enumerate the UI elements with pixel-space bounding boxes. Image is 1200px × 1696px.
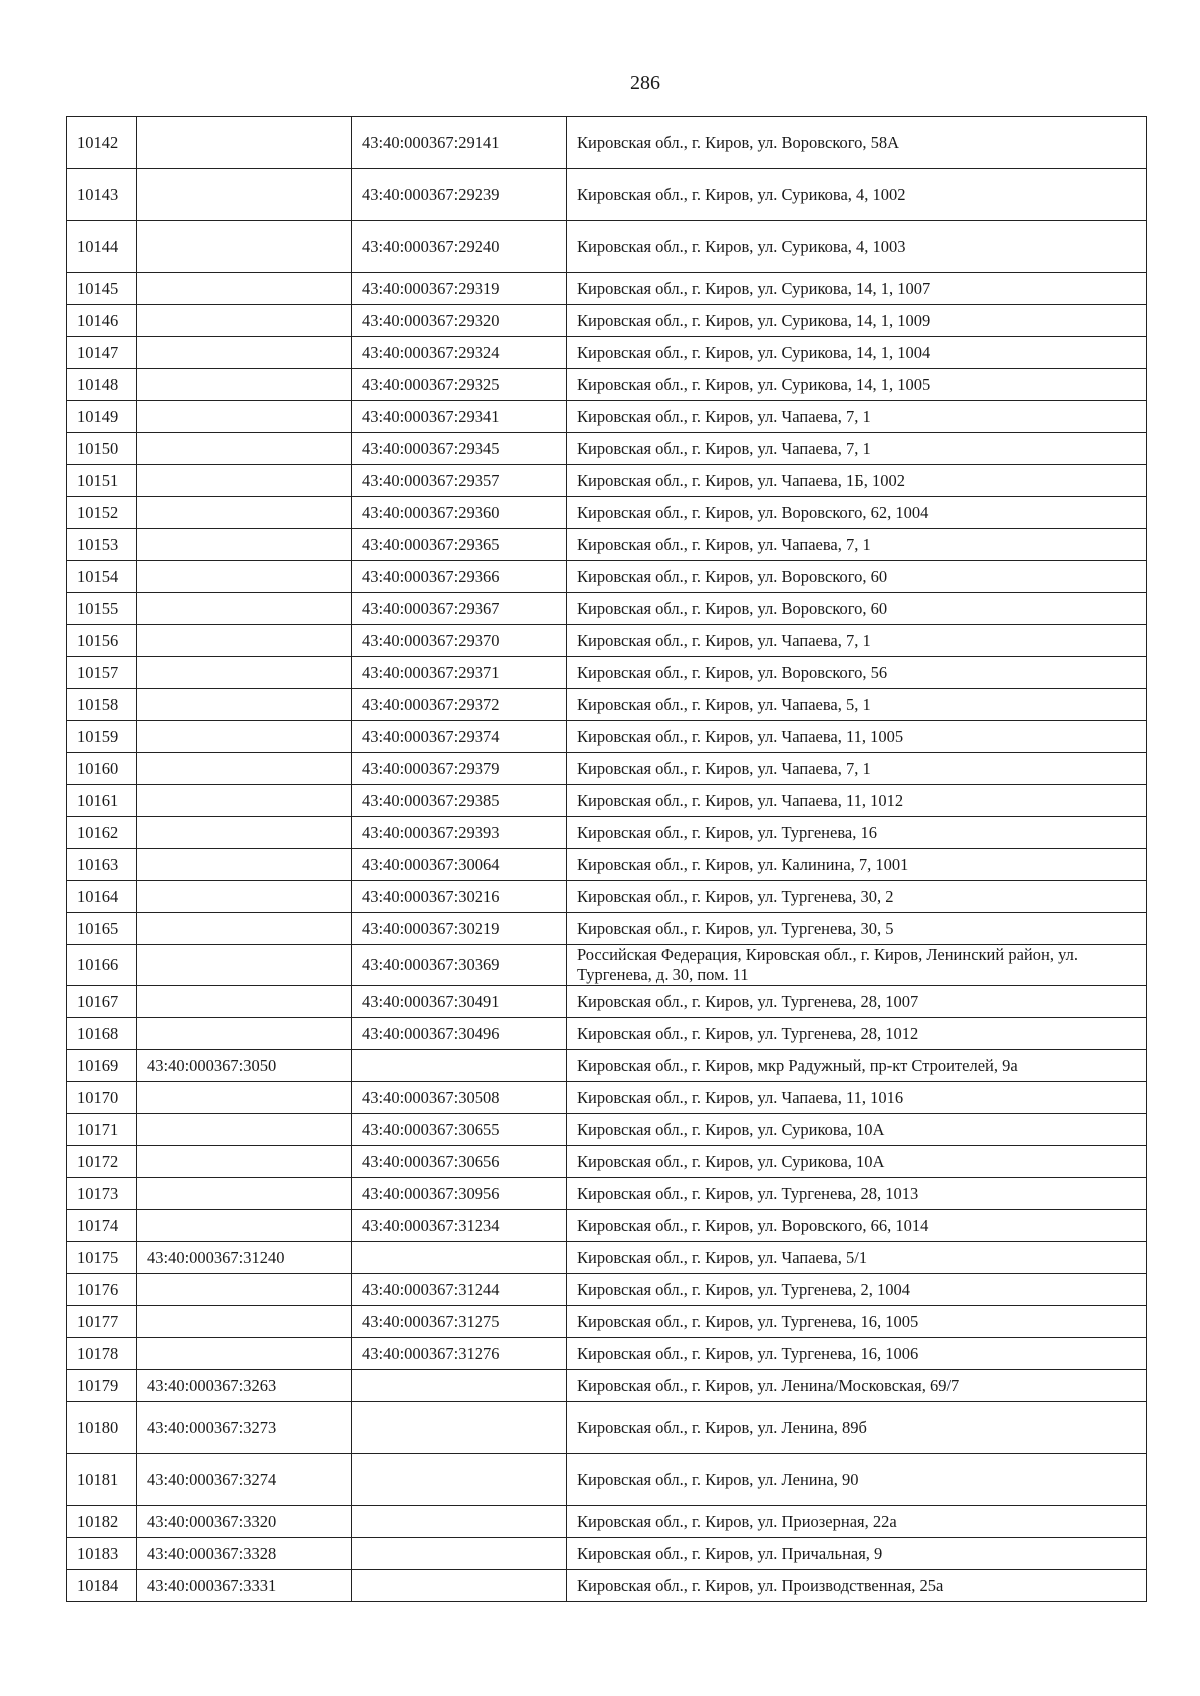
object-number-cell: 43:40:000367:29357 [352,465,567,497]
table-row [67,169,1147,221]
row-number-cell: 10170 [67,1082,137,1114]
parcel-number-cell [137,1082,352,1114]
row-number-cell: 10173 [67,1178,137,1210]
table-row [67,401,1147,433]
parcel-number-cell [137,465,352,497]
row-number-cell: 10172 [67,1146,137,1178]
table-row [67,1082,1147,1114]
row-number-cell: 10174 [67,1210,137,1242]
table-row [67,337,1147,369]
table-row [67,721,1147,753]
row-number-cell: 10157 [67,657,137,689]
parcel-number-cell [137,529,352,561]
table-row [67,1146,1147,1178]
object-number-cell: 43:40:000367:29371 [352,657,567,689]
parcel-number-cell [137,625,352,657]
object-number-cell [352,1506,567,1538]
address-cell: Кировская обл., г. Киров, ул. Чапаева, 7, 1 [567,753,1147,785]
address-cell: Кировская обл., г. Киров, ул. Ленина/Московская, 69/7 [567,1370,1147,1402]
parcel-number-cell [137,721,352,753]
object-number-cell: 43:40:000367:29366 [352,561,567,593]
row-number-cell: 10144 [67,221,137,273]
object-number-cell: 43:40:000367:29379 [352,753,567,785]
table-row [67,465,1147,497]
object-number-cell: 43:40:000367:29385 [352,785,567,817]
object-number-cell: 43:40:000367:31275 [352,1306,567,1338]
row-number-cell: 10177 [67,1306,137,1338]
table-row [67,1454,1147,1506]
object-number-cell: 43:40:000367:29239 [352,169,567,221]
table-row [67,433,1147,465]
table-row [67,1538,1147,1570]
row-number-cell: 10145 [67,273,137,305]
registry-table [66,116,1147,1602]
address-cell: Кировская обл., г. Киров, ул. Тургенева, 30, 2 [567,881,1147,913]
table-row [67,117,1147,169]
object-number-cell: 43:40:000367:29240 [352,221,567,273]
row-number-cell: 10143 [67,169,137,221]
object-number-cell [352,1242,567,1274]
object-number-cell [352,1454,567,1506]
address-cell: Кировская обл., г. Киров, ул. Тургенева, 16, 1006 [567,1338,1147,1370]
table-row [67,221,1147,273]
row-number-cell: 10149 [67,401,137,433]
parcel-number-cell: 43:40:000367:3331 [137,1570,352,1602]
parcel-number-cell [137,273,352,305]
object-number-cell: 43:40:000367:29365 [352,529,567,561]
object-number-cell: 43:40:000367:29374 [352,721,567,753]
parcel-number-cell [137,593,352,625]
row-number-cell: 10176 [67,1274,137,1306]
address-cell: Кировская обл., г. Киров, ул. Чапаева, 5, 1 [567,689,1147,721]
object-number-cell [352,1050,567,1082]
parcel-number-cell [137,986,352,1018]
address-cell: Кировская обл., г. Киров, ул. Тургенева, 28, 1007 [567,986,1147,1018]
table-row [67,913,1147,945]
address-cell: Кировская обл., г. Киров, ул. Сурикова, 14, 1, 1004 [567,337,1147,369]
parcel-number-cell [137,1114,352,1146]
object-number-cell: 43:40:000367:29325 [352,369,567,401]
address-cell: Кировская обл., г. Киров, мкр Радужный, пр-кт Строителей, 9а [567,1050,1147,1082]
address-cell: Кировская обл., г. Киров, ул. Ленина, 89б [567,1402,1147,1454]
parcel-number-cell [137,1018,352,1050]
parcel-number-cell [137,1306,352,1338]
row-number-cell: 10183 [67,1538,137,1570]
object-number-cell: 43:40:000367:30491 [352,986,567,1018]
row-number-cell: 10184 [67,1570,137,1602]
parcel-number-cell [137,401,352,433]
row-number-cell: 10179 [67,1370,137,1402]
address-cell: Кировская обл., г. Киров, ул. Чапаева, 11, 1005 [567,721,1147,753]
parcel-number-cell [137,753,352,785]
table-row [67,657,1147,689]
object-number-cell: 43:40:000367:30655 [352,1114,567,1146]
object-number-cell: 43:40:000367:29324 [352,337,567,369]
row-number-cell: 10171 [67,1114,137,1146]
table-row [67,593,1147,625]
parcel-number-cell [137,305,352,337]
row-number-cell: 10165 [67,913,137,945]
address-cell: Кировская обл., г. Киров, ул. Сурикова, 14, 1, 1007 [567,273,1147,305]
table-row [67,1570,1147,1602]
row-number-cell: 10175 [67,1242,137,1274]
object-number-cell: 43:40:000367:29360 [352,497,567,529]
row-number-cell: 10151 [67,465,137,497]
parcel-number-cell [137,881,352,913]
address-cell: Кировская обл., г. Киров, ул. Тургенева, 30, 5 [567,913,1147,945]
row-number-cell: 10168 [67,1018,137,1050]
parcel-number-cell [137,497,352,529]
table-row [67,1242,1147,1274]
parcel-number-cell [137,221,352,273]
table-row [67,305,1147,337]
parcel-number-cell [137,945,352,986]
address-cell: Кировская обл., г. Киров, ул. Сурикова, 10А [567,1114,1147,1146]
object-number-cell: 43:40:000367:30956 [352,1178,567,1210]
table-row [67,1274,1147,1306]
parcel-number-cell: 43:40:000367:3274 [137,1454,352,1506]
object-number-cell: 43:40:000367:31244 [352,1274,567,1306]
parcel-number-cell [137,169,352,221]
parcel-number-cell [137,337,352,369]
table-row [67,625,1147,657]
table-row [67,849,1147,881]
table-row [67,561,1147,593]
object-number-cell [352,1402,567,1454]
parcel-number-cell [137,1210,352,1242]
table-row [67,689,1147,721]
address-cell: Кировская обл., г. Киров, ул. Тургенева, 28, 1012 [567,1018,1147,1050]
row-number-cell: 10159 [67,721,137,753]
address-cell: Кировская обл., г. Киров, ул. Воровского, 60 [567,561,1147,593]
parcel-number-cell: 43:40:000367:3050 [137,1050,352,1082]
row-number-cell: 10162 [67,817,137,849]
address-cell: Кировская обл., г. Киров, ул. Чапаева, 7, 1 [567,401,1147,433]
table-row [67,785,1147,817]
address-cell: Кировская обл., г. Киров, ул. Чапаева, 5/1 [567,1242,1147,1274]
address-cell: Кировская обл., г. Киров, ул. Чапаева, 7, 1 [567,625,1147,657]
address-cell: Кировская обл., г. Киров, ул. Воровского, 56 [567,657,1147,689]
object-number-cell: 43:40:000367:31276 [352,1338,567,1370]
object-number-cell: 43:40:000367:29141 [352,117,567,169]
row-number-cell: 10181 [67,1454,137,1506]
row-number-cell: 10142 [67,117,137,169]
table-row [67,1210,1147,1242]
table-row [67,817,1147,849]
parcel-number-cell [137,369,352,401]
address-cell: Кировская обл., г. Киров, ул. Воровского, 66, 1014 [567,1210,1147,1242]
object-number-cell: 43:40:000367:30656 [352,1146,567,1178]
row-number-cell: 10178 [67,1338,137,1370]
object-number-cell: 43:40:000367:29341 [352,401,567,433]
row-number-cell: 10163 [67,849,137,881]
address-cell: Кировская обл., г. Киров, ул. Тургенева, 16, 1005 [567,1306,1147,1338]
table-row [67,1306,1147,1338]
table-row [67,1370,1147,1402]
address-cell: Кировская обл., г. Киров, ул. Производственная, 25а [567,1570,1147,1602]
object-number-cell: 43:40:000367:30508 [352,1082,567,1114]
table-row [67,881,1147,913]
row-number-cell: 10153 [67,529,137,561]
parcel-number-cell: 43:40:000367:3328 [137,1538,352,1570]
parcel-number-cell: 43:40:000367:3263 [137,1370,352,1402]
row-number-cell: 10160 [67,753,137,785]
row-number-cell: 10182 [67,1506,137,1538]
address-cell: Кировская обл., г. Киров, ул. Чапаева, 7, 1 [567,529,1147,561]
table-row [67,1402,1147,1454]
parcel-number-cell [137,657,352,689]
table-row [67,753,1147,785]
parcel-number-cell: 43:40:000367:31240 [137,1242,352,1274]
row-number-cell: 10169 [67,1050,137,1082]
object-number-cell: 43:40:000367:29319 [352,273,567,305]
address-cell: Кировская обл., г. Киров, ул. Воровского, 60 [567,593,1147,625]
address-cell: Кировская обл., г. Киров, ул. Приозерная, 22а [567,1506,1147,1538]
parcel-number-cell [137,849,352,881]
table-row [67,369,1147,401]
object-number-cell: 43:40:000367:30064 [352,849,567,881]
registry-body [67,117,1147,1602]
row-number-cell: 10154 [67,561,137,593]
parcel-number-cell [137,1146,352,1178]
parcel-number-cell [137,561,352,593]
table-row [67,1338,1147,1370]
row-number-cell: 10180 [67,1402,137,1454]
table-row [67,1018,1147,1050]
parcel-number-cell [137,913,352,945]
parcel-number-cell: 43:40:000367:3320 [137,1506,352,1538]
row-number-cell: 10158 [67,689,137,721]
address-cell: Кировская обл., г. Киров, ул. Тургенева, 2, 1004 [567,1274,1147,1306]
table-row [67,497,1147,529]
address-cell: Кировская обл., г. Киров, ул. Причальная, 9 [567,1538,1147,1570]
object-number-cell: 43:40:000367:31234 [352,1210,567,1242]
row-number-cell: 10166 [67,945,137,986]
row-number-cell: 10152 [67,497,137,529]
row-number-cell: 10155 [67,593,137,625]
address-cell: Кировская обл., г. Киров, ул. Калинина, 7, 1001 [567,849,1147,881]
address-cell: Российская Федерация, Кировская обл., г. Киров, Ленинский район, ул. Тургенева, д. 30, пом. 11 [567,945,1147,986]
address-cell: Кировская обл., г. Киров, ул. Чапаева, 7, 1 [567,433,1147,465]
parcel-number-cell [137,1338,352,1370]
address-cell: Кировская обл., г. Киров, ул. Сурикова, 4, 1002 [567,169,1147,221]
row-number-cell: 10161 [67,785,137,817]
page-number: 286 [630,72,660,94]
table-row [67,945,1147,986]
parcel-number-cell [137,1274,352,1306]
address-cell: Кировская обл., г. Киров, ул. Чапаева, 1Б, 1002 [567,465,1147,497]
row-number-cell: 10167 [67,986,137,1018]
row-number-cell: 10156 [67,625,137,657]
address-cell: Кировская обл., г. Киров, ул. Тургенева, 16 [567,817,1147,849]
row-number-cell: 10146 [67,305,137,337]
object-number-cell: 43:40:000367:30496 [352,1018,567,1050]
parcel-number-cell [137,785,352,817]
object-number-cell: 43:40:000367:30219 [352,913,567,945]
table-row [67,1050,1147,1082]
object-number-cell [352,1370,567,1402]
table-row [67,986,1147,1018]
table-row [67,273,1147,305]
object-number-cell: 43:40:000367:30216 [352,881,567,913]
address-cell: Кировская обл., г. Киров, ул. Чапаева, 11, 1012 [567,785,1147,817]
row-number-cell: 10147 [67,337,137,369]
address-cell: Кировская обл., г. Киров, ул. Воровского, 58А [567,117,1147,169]
object-number-cell [352,1570,567,1602]
parcel-number-cell [137,689,352,721]
object-number-cell: 43:40:000367:29370 [352,625,567,657]
object-number-cell: 43:40:000367:29393 [352,817,567,849]
parcel-number-cell: 43:40:000367:3273 [137,1402,352,1454]
row-number-cell: 10150 [67,433,137,465]
table-row [67,529,1147,561]
parcel-number-cell [137,433,352,465]
object-number-cell [352,1538,567,1570]
address-cell: Кировская обл., г. Киров, ул. Чапаева, 11, 1016 [567,1082,1147,1114]
parcel-number-cell [137,117,352,169]
table-row [67,1506,1147,1538]
object-number-cell: 43:40:000367:29367 [352,593,567,625]
parcel-number-cell [137,1178,352,1210]
address-cell: Кировская обл., г. Киров, ул. Сурикова, 4, 1003 [567,221,1147,273]
address-cell: Кировская обл., г. Киров, ул. Воровского, 62, 1004 [567,497,1147,529]
object-number-cell: 43:40:000367:29320 [352,305,567,337]
object-number-cell: 43:40:000367:29345 [352,433,567,465]
table-row [67,1114,1147,1146]
address-cell: Кировская обл., г. Киров, ул. Сурикова, 14, 1, 1009 [567,305,1147,337]
address-cell: Кировская обл., г. Киров, ул. Сурикова, 10А [567,1146,1147,1178]
table-row [67,1178,1147,1210]
address-cell: Кировская обл., г. Киров, ул. Тургенева, 28, 1013 [567,1178,1147,1210]
address-cell: Кировская обл., г. Киров, ул. Сурикова, 14, 1, 1005 [567,369,1147,401]
object-number-cell: 43:40:000367:30369 [352,945,567,986]
parcel-number-cell [137,817,352,849]
row-number-cell: 10164 [67,881,137,913]
object-number-cell: 43:40:000367:29372 [352,689,567,721]
address-cell: Кировская обл., г. Киров, ул. Ленина, 90 [567,1454,1147,1506]
row-number-cell: 10148 [67,369,137,401]
